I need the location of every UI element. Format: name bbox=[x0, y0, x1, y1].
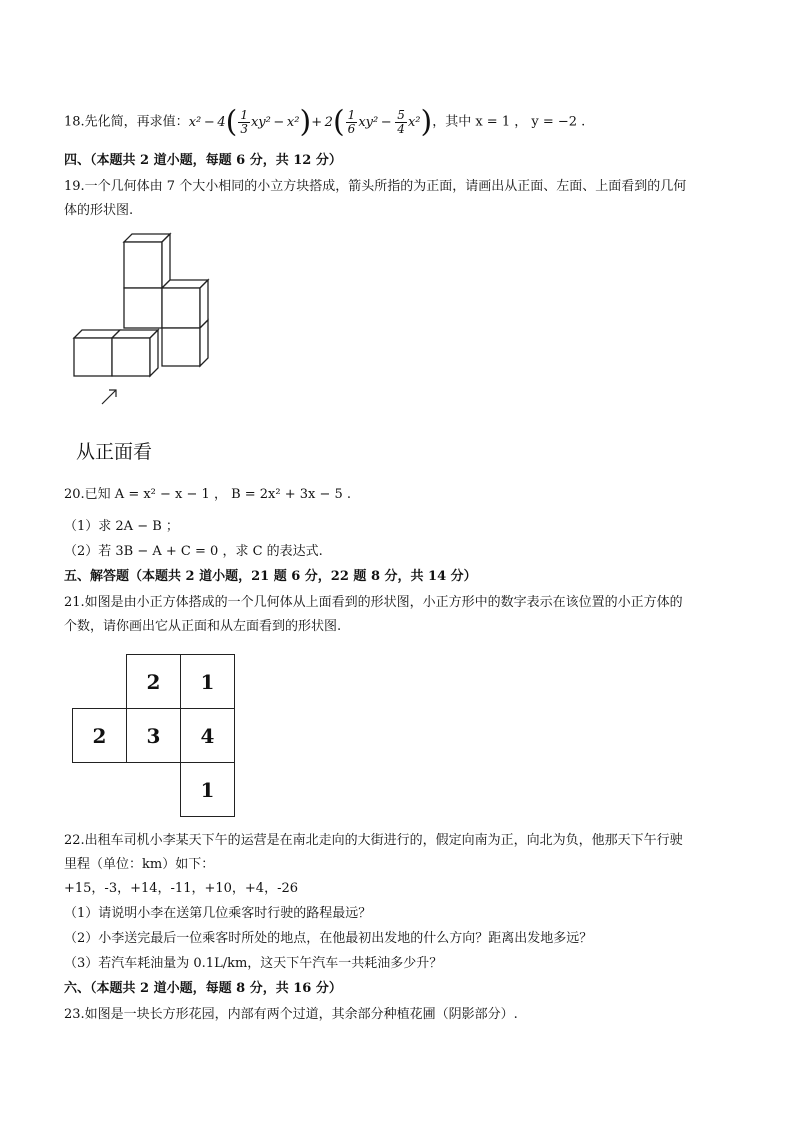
grid-cell: 2 bbox=[126, 654, 181, 709]
q18-label: 18.先化简，再求值： bbox=[64, 114, 189, 130]
q21-line1: 21.如图是由小正方体搭成的一个几何体从上面看到的形状图，小正方形中的数字表示在该位置的小正方体的 bbox=[64, 595, 683, 610]
grid-cell: 2 bbox=[72, 708, 127, 763]
q22-line2: 里程（单位：km）如下： bbox=[64, 857, 215, 872]
front-arrow-icon bbox=[102, 390, 116, 404]
q20-line1: 20.已知 A = x² − x − 1 ， B = 2x² + 3x − 5 . bbox=[64, 487, 352, 502]
q21-line2: 个数，请你画出它从正面和从左面看到的形状图. bbox=[64, 619, 342, 634]
q18-expression: x² − 4( $\frac{1}{3}$ xy² − x²)+ 2( $\frac{1}{6}$ xy² − $\frac{5}{4}$ x²) bbox=[188, 104, 433, 139]
q21-top-view-grid bbox=[72, 654, 234, 818]
q19-caption: 从正面看 bbox=[76, 441, 153, 463]
q22-line1: 22.出租车司机小李某天下午的运营是在南北走向的大街进行的，假定向南为正，向北为负，他那天下午行驶 bbox=[64, 833, 683, 848]
cube-side-face bbox=[162, 234, 170, 288]
grid-cell: 1 bbox=[180, 654, 235, 709]
q22-sub2: （2）小李送完最后一位乘客时所处的地点，在他最初出发地的什么方向？距离出发地多远？ bbox=[64, 931, 593, 946]
grid-cell: 3 bbox=[126, 708, 181, 763]
question-18 bbox=[64, 104, 585, 140]
q22-sub1: （1）请说明小李在送第几位乘客时行驶的路程最远？ bbox=[64, 906, 372, 921]
grid-cell: 1 bbox=[180, 762, 235, 817]
q20-sub1: （1）求 2A − B ； bbox=[64, 519, 179, 534]
q22-data: +15，-3，+14，-11，+10，+4，-26 bbox=[64, 881, 299, 896]
cube-front-face bbox=[124, 242, 162, 288]
cube-front-face bbox=[74, 338, 112, 376]
cube-front-face bbox=[112, 338, 150, 376]
q20-sub2: （2）若 3B − A + C = 0 ，求 C 的表达式. bbox=[64, 544, 323, 559]
cube-front-face bbox=[162, 288, 200, 328]
q19-cube-figure bbox=[62, 232, 222, 412]
grid-cell: 4 bbox=[180, 708, 235, 763]
q22-sub3: （3）若汽车耗油量为 0.1L/km，这天下午汽车一共耗油多少升？ bbox=[64, 956, 443, 971]
section-5-heading: 五、解答题（本题共 2 道小题，21 题 6 分，22 题 8 分，共 14 分） bbox=[64, 569, 477, 584]
q23-line1: 23.如图是一块长方形花园，内部有两个过道，其余部分种植花圃（阴影部分）. bbox=[64, 1007, 518, 1022]
cube-front-face bbox=[124, 288, 162, 328]
section-4-heading: 四、（本题共 2 道小题，每题 6 分，共 12 分） bbox=[64, 153, 342, 168]
q19-line1: 19.一个几何体由 7 个大小相同的小立方块搭成，箭头所指的为正面，请画出从正面、左面、上面看到的几何 bbox=[64, 179, 687, 194]
cube-front-face bbox=[162, 328, 200, 366]
q19-line2: 体的形状图. bbox=[64, 203, 134, 218]
cube-side-face bbox=[200, 320, 208, 366]
q18-condition: ，其中 x = 1 ， y = −2 . bbox=[432, 114, 586, 130]
section-6-heading: 六、（本题共 2 道小题，每题 8 分，共 16 分） bbox=[64, 981, 342, 996]
cube-side-face bbox=[150, 330, 158, 376]
